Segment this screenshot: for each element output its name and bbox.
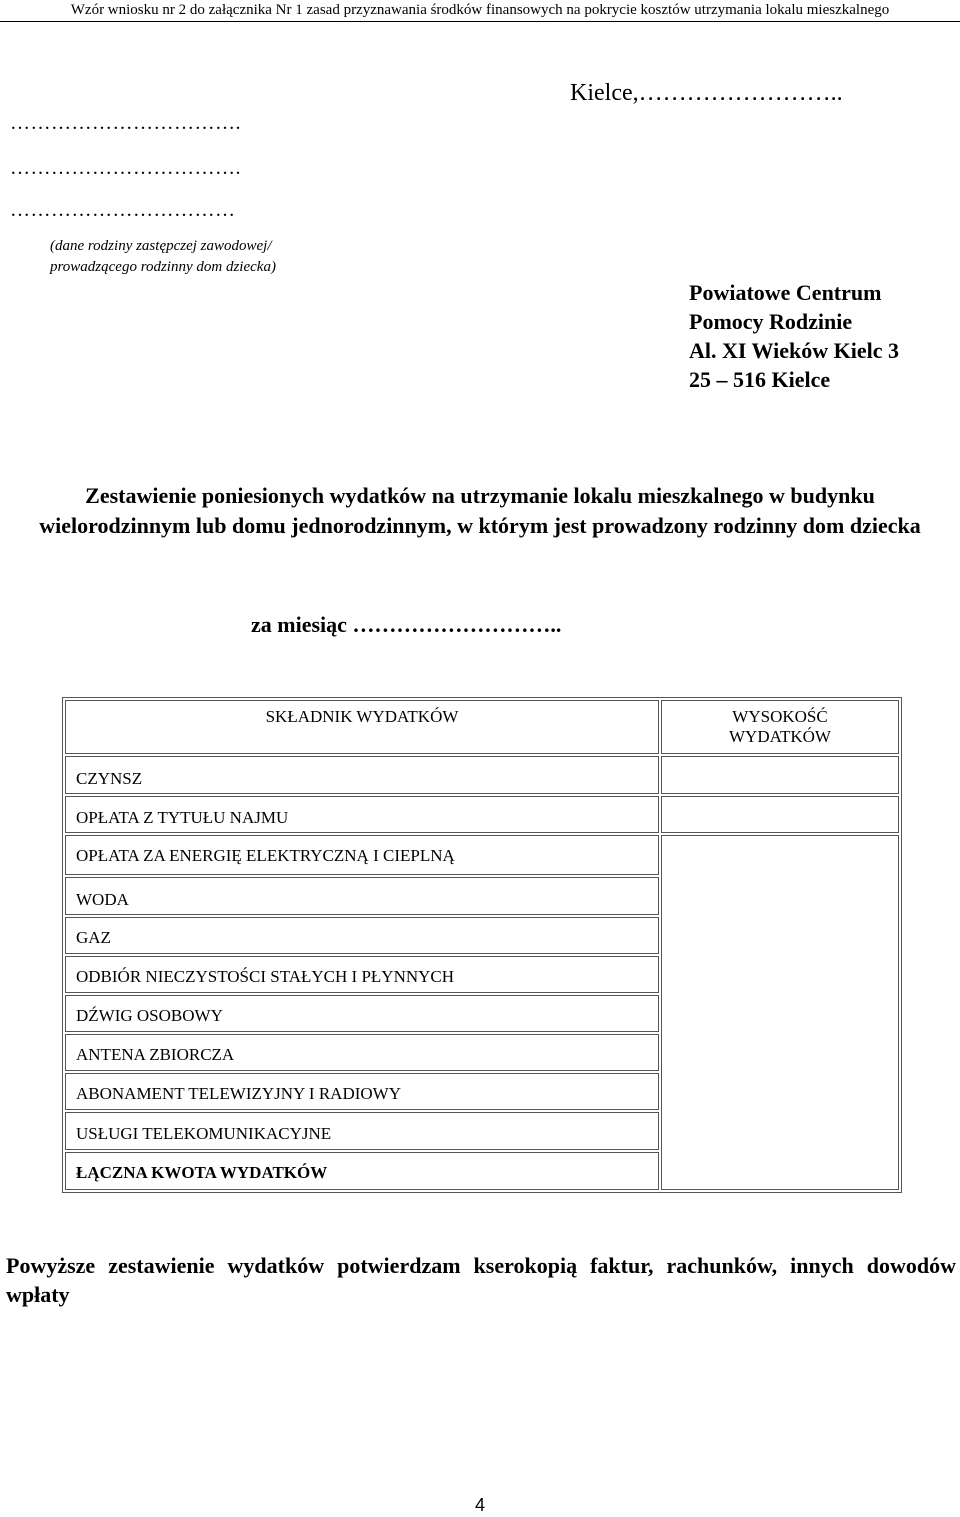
recipient-line-1: Powiatowe Centrum — [689, 280, 882, 305]
confirmation-statement: Powyższe zestawienie wydatków potwierdzam kserokopią faktur, rachunków, innych dowodów wpłaty — [6, 1253, 956, 1307]
row-label: OPŁATA ZA ENERGIĘ ELEKTRYCZNĄ I CIEPLNĄ — [65, 835, 659, 875]
table-row — [65, 835, 899, 875]
table-row — [65, 756, 899, 794]
header-rule — [0, 21, 960, 22]
sender-line-2: ……………………………. — [10, 157, 241, 179]
recipient-line-3: Al. XI Wieków Kielc 3 — [689, 338, 900, 363]
row-label: GAZ — [65, 917, 659, 954]
header-amount-line-2: WYDATKÓW — [729, 727, 831, 746]
sender-note — [50, 236, 380, 278]
total-label: ŁĄCZNA KWOTA WYDATKÓW — [65, 1152, 659, 1190]
table-row — [65, 796, 899, 833]
place-date-field: Kielce,…………………….. — [570, 80, 843, 106]
recipient-line-4: 25 – 516 Kielce — [689, 367, 831, 392]
expenses-table — [62, 697, 902, 1193]
recipient-line-2: Pomocy Rodzinie — [689, 309, 853, 334]
recipient-address — [689, 278, 899, 394]
row-label: ABONAMENT TELEWIZYJNY I RADIOWY — [65, 1073, 659, 1110]
table-header-row — [65, 700, 899, 754]
header-expense-amount — [661, 700, 899, 754]
sender-note-line-2: prowadzącego rodzinny dom dziecka) — [50, 259, 276, 275]
header-expense-item: SKŁADNIK WYDATKÓW — [65, 700, 659, 754]
row-label: ANTENA ZBIORCZA — [65, 1034, 659, 1071]
sender-note-line-1: (dane rodziny zastępczej zawodowej/ — [50, 238, 272, 254]
sender-line-1: ……………………………. — [10, 112, 241, 134]
amount-cell[interactable] — [661, 756, 899, 794]
row-label: DŹWIG OSOBOWY — [65, 995, 659, 1032]
header-amount-line-1: WYSOKOŚĆ — [732, 707, 828, 726]
running-header: Wzór wniosku nr 2 do załącznika Nr 1 zasad przyznawania środków finansowych na pokrycie kosztów utrzymania lokalu mieszkalnego — [70, 2, 890, 18]
row-label: WODA — [65, 877, 659, 915]
document-title: Zestawienie poniesionych wydatków na utrzymanie lokalu mieszkalnego w budynku wielorodzinnym lub domu jednorodzinnym, w którym jest prowadzony rodzinny dom dziecka — [39, 483, 921, 538]
amount-cell[interactable] — [661, 796, 899, 833]
row-label: OPŁATA Z TYTUŁU NAJMU — [65, 796, 659, 833]
row-label: USŁUGI TELEKOMUNIKACYJNE — [65, 1112, 659, 1150]
row-label: CZYNSZ — [65, 756, 659, 794]
amount-cell-merged[interactable] — [661, 835, 899, 1190]
month-field: za miesiąc ……………………….. — [251, 612, 562, 637]
sender-line-3: …………………………… — [10, 199, 236, 221]
row-label: ODBIÓR NIECZYSTOŚCI STAŁYCH I PŁYNNYCH — [65, 956, 659, 993]
page-number: 4 — [474, 1495, 485, 1515]
